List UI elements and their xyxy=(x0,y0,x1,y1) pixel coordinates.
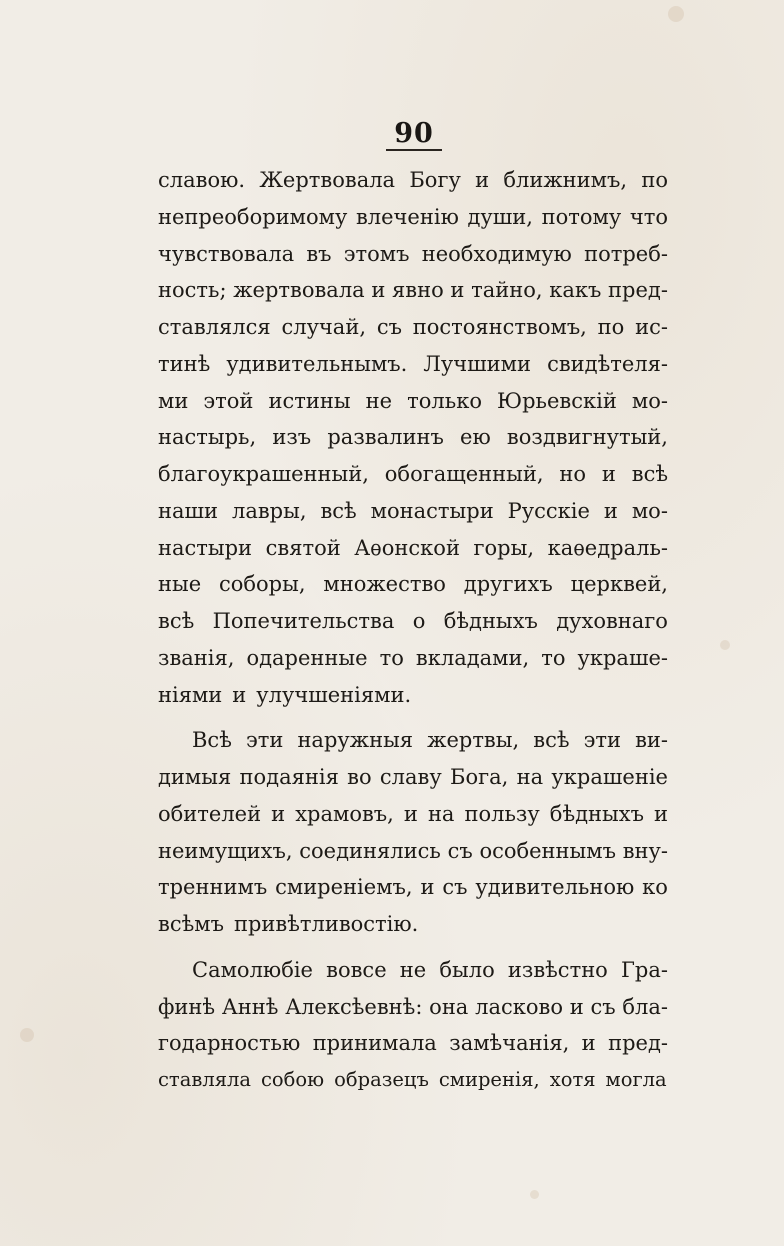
word: ласково xyxy=(475,994,563,1019)
text-line xyxy=(158,272,668,309)
word: ви- xyxy=(635,728,668,753)
word: и xyxy=(569,994,584,1019)
word: извѣстно xyxy=(507,957,608,982)
word: Русскіе xyxy=(507,498,590,523)
word: необходимую xyxy=(421,241,572,266)
word: соборы, xyxy=(218,572,306,597)
word: о xyxy=(412,609,426,633)
word: благоукрашенный, xyxy=(158,462,369,486)
word: и xyxy=(371,278,386,303)
word: бѣдныхъ xyxy=(549,801,644,826)
word: души, xyxy=(467,204,533,229)
word: лавры, xyxy=(232,498,307,523)
word: обогащенный, xyxy=(384,462,544,486)
paragraph-gap xyxy=(158,713,668,722)
word: и xyxy=(601,462,616,486)
word: димыя xyxy=(158,765,232,789)
word: явно xyxy=(392,278,444,303)
word: привѣтливостію. xyxy=(233,912,419,936)
word: собою xyxy=(261,1068,325,1091)
word: ею xyxy=(460,425,491,450)
word: тайно, xyxy=(471,278,543,303)
word: то xyxy=(379,645,404,670)
text-line xyxy=(158,759,668,796)
text-line xyxy=(158,346,668,383)
word: и xyxy=(581,1031,596,1056)
text-line xyxy=(158,796,668,833)
text-line xyxy=(158,493,668,530)
word: Всѣ xyxy=(192,728,232,753)
word: тинѣ xyxy=(158,351,211,376)
text-line xyxy=(158,722,668,759)
word: и xyxy=(654,801,668,826)
word: въ xyxy=(306,241,332,266)
word: ность; xyxy=(158,278,227,303)
word: всѣ xyxy=(158,609,195,633)
word: развалинъ xyxy=(327,425,444,450)
page-number: 90 xyxy=(394,118,434,149)
paragraph xyxy=(158,952,668,1099)
word: соединялись xyxy=(299,838,441,863)
word: ставлялся xyxy=(158,315,271,339)
word: и xyxy=(475,168,490,192)
text-line xyxy=(158,456,668,493)
word: что xyxy=(629,204,668,229)
word: всѣмъ xyxy=(158,912,224,936)
word: Попечительства xyxy=(212,609,395,633)
word: Лучшими xyxy=(423,351,532,376)
text-line xyxy=(158,309,668,346)
text-line xyxy=(158,952,668,989)
word: каѳедраль- xyxy=(547,535,668,560)
word: одаренные xyxy=(246,645,368,670)
word: она xyxy=(429,994,469,1019)
word: Богу xyxy=(409,168,461,192)
word: подаянія xyxy=(239,765,339,789)
word: то xyxy=(541,645,566,670)
word: вовсе xyxy=(326,957,387,982)
word: бла- xyxy=(622,994,668,1019)
paragraph xyxy=(158,722,668,943)
word: мо- xyxy=(631,498,668,523)
paragraph xyxy=(158,162,668,713)
word: свидѣтеля- xyxy=(547,351,668,376)
word: и xyxy=(232,682,247,707)
text-line xyxy=(158,162,668,199)
word: смиреніемъ, xyxy=(275,875,413,900)
word: не xyxy=(399,957,427,982)
word: и xyxy=(271,801,286,826)
word: изъ xyxy=(272,425,312,450)
word: бѣдныхъ xyxy=(443,609,538,633)
word: замѣчанія, xyxy=(449,1031,570,1056)
word: смиренія, xyxy=(438,1068,540,1091)
word: эти xyxy=(245,728,284,753)
text-line xyxy=(158,1062,668,1099)
word: жертвовала xyxy=(233,278,365,303)
paper-stain xyxy=(530,1190,539,1199)
text-line xyxy=(158,419,668,456)
word: всѣ xyxy=(631,462,668,486)
text-line xyxy=(158,1025,668,1062)
paper-stain xyxy=(720,640,730,650)
word: жертвы, xyxy=(427,728,520,753)
word: ближнимъ, xyxy=(503,168,628,192)
word: пользу xyxy=(464,801,540,826)
word: славу xyxy=(379,765,442,789)
word: настыри xyxy=(158,535,253,560)
text-line xyxy=(158,989,668,1026)
text-line xyxy=(158,603,668,640)
text-line xyxy=(158,199,668,236)
word: потреб- xyxy=(584,241,668,266)
word: наружныя xyxy=(297,728,414,753)
paper-stain xyxy=(668,6,684,22)
word: горы, xyxy=(473,535,534,560)
word: этомъ xyxy=(343,241,410,266)
word: святой xyxy=(265,535,341,560)
word: хотя xyxy=(549,1068,596,1091)
word: храмовъ, xyxy=(295,801,394,826)
word: настырь, xyxy=(158,425,257,450)
word: съ xyxy=(376,315,402,339)
word: удивительнымъ. xyxy=(226,351,408,376)
word: было xyxy=(439,957,495,982)
text-line xyxy=(158,833,668,870)
word: украшеніе xyxy=(551,765,668,789)
word: чувствовала xyxy=(158,241,295,266)
word: этой xyxy=(203,388,254,413)
page-number-rule xyxy=(386,149,442,151)
word: на xyxy=(516,765,544,789)
word: ко xyxy=(642,875,668,900)
paragraph-gap xyxy=(158,943,668,952)
word: духовнаго xyxy=(556,609,668,633)
word: образецъ xyxy=(334,1068,429,1091)
word: и xyxy=(603,498,618,523)
word: могла xyxy=(605,1068,667,1091)
word: всѣ xyxy=(320,498,357,523)
word: Аѳонской xyxy=(354,535,460,560)
word: во xyxy=(347,765,372,789)
word: ніями xyxy=(158,682,223,707)
text-line xyxy=(158,566,668,603)
word: мо- xyxy=(631,388,668,413)
word: Аннѣ xyxy=(221,994,279,1019)
word: вну- xyxy=(622,838,668,863)
word: монастыри xyxy=(370,498,494,523)
word: церквей, xyxy=(570,572,668,597)
word: по xyxy=(597,315,625,339)
word: Гра- xyxy=(621,957,668,982)
text-line xyxy=(158,906,668,943)
word: не xyxy=(365,388,393,413)
word: и xyxy=(450,278,465,303)
word: вкладами, xyxy=(415,645,530,670)
word: пред- xyxy=(608,278,668,303)
word: постоянствомъ, xyxy=(412,315,587,339)
word: ные xyxy=(158,572,202,597)
word: только xyxy=(407,388,482,413)
word: Бога, xyxy=(450,765,509,789)
word: и xyxy=(403,801,418,826)
text-line xyxy=(158,236,668,273)
body-text xyxy=(158,162,668,1099)
word: эти xyxy=(583,728,621,753)
word: Жертвовала xyxy=(259,168,396,192)
word: но xyxy=(559,462,587,486)
text-line xyxy=(158,869,668,906)
word: ставляла xyxy=(158,1068,252,1091)
word: Самолюбіе xyxy=(192,957,313,982)
word: треннимъ xyxy=(158,875,268,900)
text-line xyxy=(158,677,668,714)
word: Юрьевскій xyxy=(497,388,617,413)
word: ми xyxy=(158,388,189,413)
word: непреоборимому xyxy=(158,204,348,229)
word: и xyxy=(420,875,435,900)
word: другихъ xyxy=(463,572,553,597)
word: особеннымъ xyxy=(479,838,616,863)
word: на xyxy=(427,801,455,826)
word: влеченію xyxy=(355,204,459,229)
text-line xyxy=(158,383,668,420)
word: всѣ xyxy=(533,728,570,753)
word: обителей xyxy=(158,801,262,826)
word: принимала xyxy=(312,1031,437,1056)
word: Алексѣевнѣ: xyxy=(285,994,423,1019)
text-line xyxy=(158,640,668,677)
word: финѣ xyxy=(158,994,216,1019)
word: истины xyxy=(268,388,351,413)
text-line xyxy=(158,530,668,567)
word: годарностью xyxy=(158,1031,301,1056)
word: славою. xyxy=(158,168,246,192)
word: улучшеніями. xyxy=(256,682,412,707)
word: званія, xyxy=(158,645,235,670)
word: по xyxy=(641,168,668,192)
word: множество xyxy=(323,572,446,597)
word: украше- xyxy=(577,645,668,670)
word: съ xyxy=(590,994,616,1019)
word: наши xyxy=(158,498,219,523)
word: удивительною xyxy=(475,875,635,900)
word: случай, xyxy=(281,315,367,339)
word: съ xyxy=(442,875,468,900)
paper-stain xyxy=(20,1028,34,1042)
word: потому xyxy=(541,204,622,229)
word: какъ xyxy=(549,278,602,303)
word: ис- xyxy=(635,315,668,339)
word: неимущихъ, xyxy=(158,838,293,863)
word: пред- xyxy=(608,1031,668,1056)
word: съ xyxy=(447,838,473,863)
word: воздвигнутый, xyxy=(506,425,668,450)
